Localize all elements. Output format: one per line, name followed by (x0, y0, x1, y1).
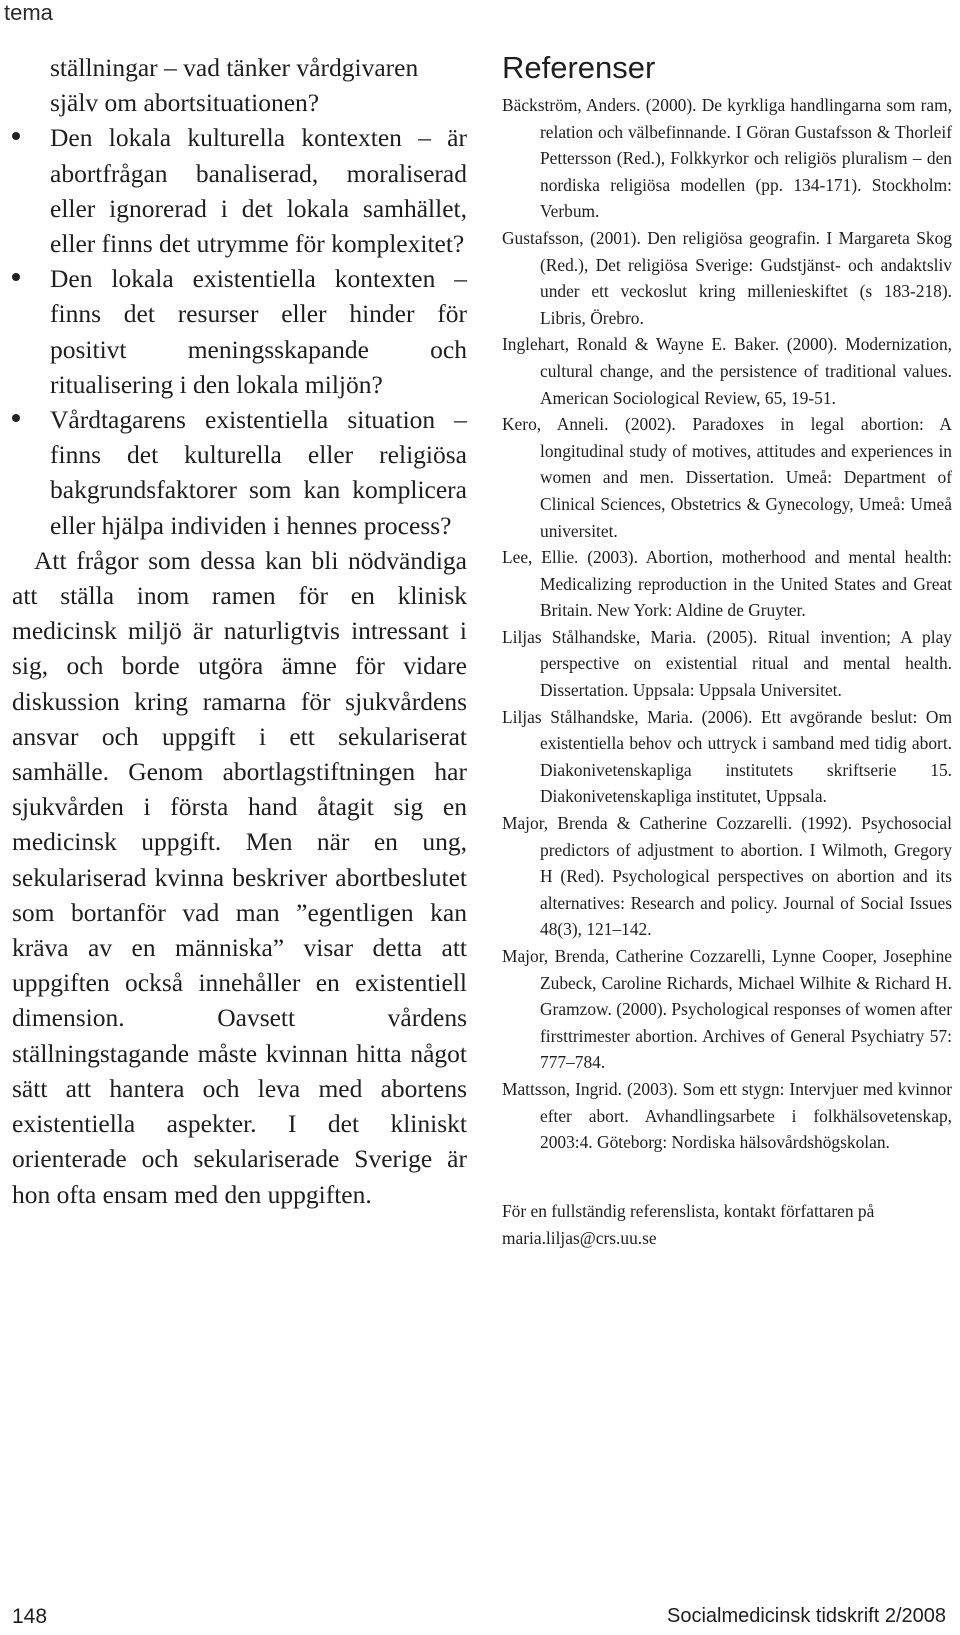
reference-item: Major, Brenda, Catherine Cozzarelli, Lynne Cooper, Josephine Zubeck, Caroline Richards, Michael Wilhite & Richard H. Gramzow. (2000). Psychological responses of women after firsttrimester abortion. Archives of General Psychiatry 57: 777–784. (502, 946, 952, 1073)
reference-item: Liljas Stålhandske, Maria. (2005). Ritual invention; A play perspective on existential ritual and mental health. Dissertation. Uppsala: Uppsala Universitet. (502, 626, 952, 701)
bullet-text: Vårdtagarens existentiella situation – finns det kulturella eller religiösa bakgrundsfaktorer som kan komplicera eller hjälpa individen i hennes process? (50, 405, 467, 540)
bullet-item (12, 261, 467, 402)
reference-item: Liljas Stålhandske, Maria. (2006). Ett avgörande beslut: Om existentiella behov och uttryck i samband med tidig abort. Diakonivetenskapliga institutets skriftserie 15. Diakonivetenskapliga institutet, Uppsala. (502, 706, 952, 807)
body-paragraph: Att frågor som dessa kan bli nödvändiga att ställa inom ramen för en klinisk medicinsk miljö är naturligtvis intressant i sig, och borde utgöra ämne för vidare diskussion kring ramarna för sjukvårdens ansvar och uppgift i ett sekulariserat samhälle. Genom abortlagstiftningen har sjukvården i första hand åtagit sig en medicinsk uppgift. Men när en ung, sekulariserad kvinna beskriver abortbeslutet som bortanför vad man ”egentligen kan kräva av en människa” visar detta att uppgiften också innehåller en existentiell dimension. Oavsett vårdens ställningstagande måste kvinnan hitta något sätt att hantera och leva med abortens existentiella aspekter. I det kliniskt orienterade och sekulariserade Sverige är hon ofta ensam med den uppgiften. (12, 545, 467, 1209)
references-heading: Referenser (502, 50, 656, 85)
question-bullet-list (12, 120, 467, 542)
bullet-continuation: ställningar – vad tänker vårdgivaren själv om abortsituationen? (50, 53, 419, 118)
bullet-item (12, 120, 467, 261)
reference-item: Major, Brenda & Catherine Cozzarelli. (1992). Psychosocial predictors of adjustment to abortion. I Wilmoth, Gregory H (Red). Psychological perspectives on abortion and its alternatives: Research and policy. Journal of Social Issues 48(3), 121–142. (502, 813, 952, 940)
main-text-column (12, 50, 467, 1212)
bullet-dot-icon (12, 132, 20, 140)
references-column (502, 50, 952, 1269)
reference-item: Lee, Ellie. (2003). Abortion, motherhood and mental health: Medicalizing reproduction in the United States and Great Britain. New York: Aldine de Gruyter. (502, 547, 952, 621)
contact-note: För en fullständig referenslista, kontakt författaren på maria.liljas@crs.uu.se (502, 1200, 875, 1248)
reference-item: Mattsson, Ingrid. (2003). Som ett stygn: Intervjuer med kvinnor efter abort. Avhandlingsarbete i folkhälsovetenskap, 2003:4. Göteborg: Nordiska hälsovårdshögskolan. (502, 1078, 952, 1153)
bullet-dot-icon (12, 273, 20, 281)
bullet-item (12, 402, 467, 543)
reference-item: Bäckström, Anders. (2000). De kyrkliga handlingarna som ram, relation och välbefinnande. I Göran Gustafsson & Thorleif Pettersson (Red.), Folkkyrkor och religiös pluralism – den nordiska religiösa modellen (pp. 134-171). Stockholm: Verbum. (502, 95, 952, 222)
bullet-text: Den lokala kulturella kontexten – är abortfrågan banaliserad, moraliserad eller ignorerad i det lokala samhället, eller finns det utrymme för komplexitet? (50, 123, 467, 259)
reference-item: Gustafsson, (2001). Den religiösa geografin. I Margareta Skog (Red.), Det religiösa Sverige: Gudstjänst- och andaktsliv under ett veckoslut kring millenieskiftet (s 183-218). Libris, Örebro. (502, 227, 952, 328)
journal-footer: Socialmedicinsk tidskrift 2/2008 (666, 1605, 946, 1627)
page-number: 148 (12, 1605, 48, 1628)
reference-item: Inglehart, Ronald & Wayne E. Baker. (2000). Modernization, cultural change, and the persistence of traditional values. American Sociological Review, 65, 19-51. (502, 334, 952, 408)
bullet-text: Den lokala existentiella kontexten – finns det resurser eller hinder för positivt meningsskapande och ritualisering i den lokala miljön? (50, 264, 467, 399)
section-label: tema (4, 0, 53, 25)
bullet-dot-icon (12, 414, 20, 422)
reference-list (502, 92, 952, 1156)
reference-item: Kero, Anneli. (2002). Paradoxes in legal abortion: A longitudinal study of motives, attitudes and experiences in women and men. Dissertation. Umeå: Department of Clinical Sciences, Obstetrics & Gynecology, Umeå: Umeå universitet. (502, 414, 952, 541)
